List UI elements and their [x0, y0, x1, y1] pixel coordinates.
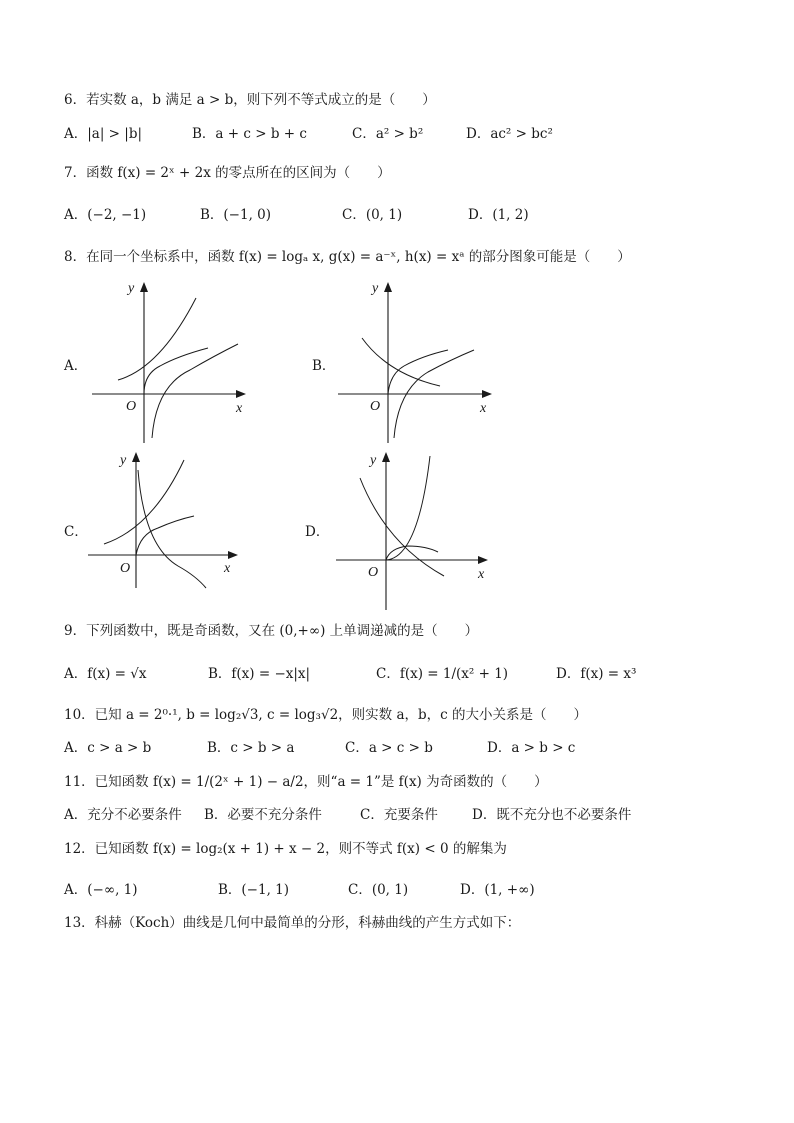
q11-option-d: D．既不充分也不必要条件	[472, 807, 632, 823]
q8-graph-a	[90, 278, 260, 448]
graph-a-axes	[92, 288, 240, 443]
graph-d-origin-label: O	[368, 565, 379, 580]
q9-stem: 9．下列函数中，既是奇函数，又在 (0,+∞) 上单调递减的是（ ）	[64, 623, 479, 639]
q11-option-a: A．充分不必要条件	[64, 807, 182, 823]
graph-b-axes	[338, 288, 486, 443]
graph-a-x-label: x	[236, 401, 243, 416]
q8-graph-d	[334, 448, 504, 613]
graph-c-log-curve	[138, 470, 206, 588]
graph-a-log-curve	[152, 344, 238, 438]
q8-label-c: C．	[64, 524, 88, 540]
q10-option-a: A．c > a > b	[64, 740, 152, 756]
graph-a-origin-label: O	[126, 399, 137, 414]
graph-b-y-arrow	[384, 282, 392, 292]
q9-option-d: D．f(x) = x³	[556, 666, 637, 682]
q8-graph-b	[336, 278, 506, 448]
graph-b-y-label: y	[372, 281, 379, 296]
graph-c-y-label: y	[120, 453, 127, 468]
q12-option-a: A．(−∞, 1)	[64, 882, 138, 898]
q8-label-a: A．	[64, 358, 88, 374]
q11-stem: 11．已知函数 f(x) = 1/(2ˣ + 1) − a/2，则“a = 1”是 f(x) 为奇函数的（ ）	[64, 774, 548, 790]
graph-c-power-curve	[136, 516, 194, 555]
graph-a-power-curve	[144, 348, 208, 394]
q12-option-c: C．(0, 1)	[348, 882, 409, 898]
graph-c-origin-label: O	[120, 561, 131, 576]
q9-option-a: A．f(x) = √x	[64, 666, 147, 682]
graph-c-y-arrow	[132, 452, 140, 462]
q6-option-b: B．a + c > b + c	[192, 126, 307, 142]
q11-option-c: C．充要条件	[360, 807, 438, 823]
graph-c-exp-curve	[104, 460, 184, 544]
q12-option-d: D．(1, +∞)	[460, 882, 535, 898]
graph-d-y-label: y	[370, 453, 377, 468]
q6-option-d: D．ac² > bc²	[466, 126, 553, 142]
q6-stem: 6．若实数 a，b 满足 a > b，则下列不等式成立的是（ ）	[64, 92, 436, 108]
graph-c-axes	[88, 458, 232, 588]
q10-option-b: B．c > b > a	[207, 740, 295, 756]
q6-option-c: C．a² > b²	[352, 126, 424, 142]
graph-d-x-arrow	[478, 556, 488, 564]
graph-d-decay-curve	[360, 478, 444, 576]
graph-a-y-arrow	[140, 282, 148, 292]
q9-option-b: B．f(x) = −x|x|	[208, 666, 311, 682]
graph-b-x-label: x	[480, 401, 487, 416]
q7-option-a: A．(−2, −1)	[64, 207, 147, 223]
q8-graph-c	[86, 448, 256, 598]
graph-c-x-arrow	[228, 551, 238, 559]
q7-option-c: C．(0, 1)	[342, 207, 403, 223]
graph-a-x-arrow	[236, 390, 246, 398]
q13-stem: 13．科赫（Koch）曲线是几何中最简单的分形，科赫曲线的产生方式如下：	[64, 915, 521, 931]
q8-stem: 8．在同一个坐标系中，函数 f(x) = logₐ x, g(x) = a⁻ˣ, h(x) = xᵃ 的部分图象可能是（ ）	[64, 249, 631, 265]
graph-b-decay-curve	[362, 338, 440, 386]
q12-stem: 12．已知函数 f(x) = log₂(x + 1) + x − 2，则不等式 f(x) < 0 的解集为	[64, 841, 507, 857]
graph-c-x-label: x	[224, 561, 231, 576]
graph-d-power-curve	[386, 456, 430, 560]
q9-option-c: C．f(x) = 1/(x² + 1)	[376, 666, 509, 682]
q12-option-b: B．(−1, 1)	[218, 882, 290, 898]
q7-stem: 7．函数 f(x) = 2ˣ + 2x 的零点所在的区间为（ ）	[64, 165, 391, 181]
q6-option-a: A．|a| > |b|	[64, 126, 143, 142]
graph-d-axes	[336, 458, 482, 610]
q7-option-d: D．(1, 2)	[468, 207, 529, 223]
graph-d-x-label: x	[478, 567, 485, 582]
graph-b-power-curve	[388, 350, 448, 394]
q7-option-b: B．(−1, 0)	[200, 207, 272, 223]
graph-d-y-arrow	[382, 452, 390, 462]
graph-b-x-arrow	[482, 390, 492, 398]
q11-option-b: B．必要不充分条件	[204, 807, 322, 823]
graph-a-y-label: y	[128, 281, 135, 296]
q10-stem: 10．已知 a = 2⁰·¹, b = log₂√3, c = log₃√2，则实数 a，b，c 的大小关系是（ ）	[64, 707, 587, 723]
q8-label-b: B．	[312, 358, 336, 374]
graph-b-origin-label: O	[370, 399, 381, 414]
q10-option-c: C．a > c > b	[345, 740, 433, 756]
graph-d-log-curve	[386, 538, 438, 576]
q8-label-d: D．	[305, 524, 330, 540]
q10-option-d: D．a > b > c	[487, 740, 576, 756]
